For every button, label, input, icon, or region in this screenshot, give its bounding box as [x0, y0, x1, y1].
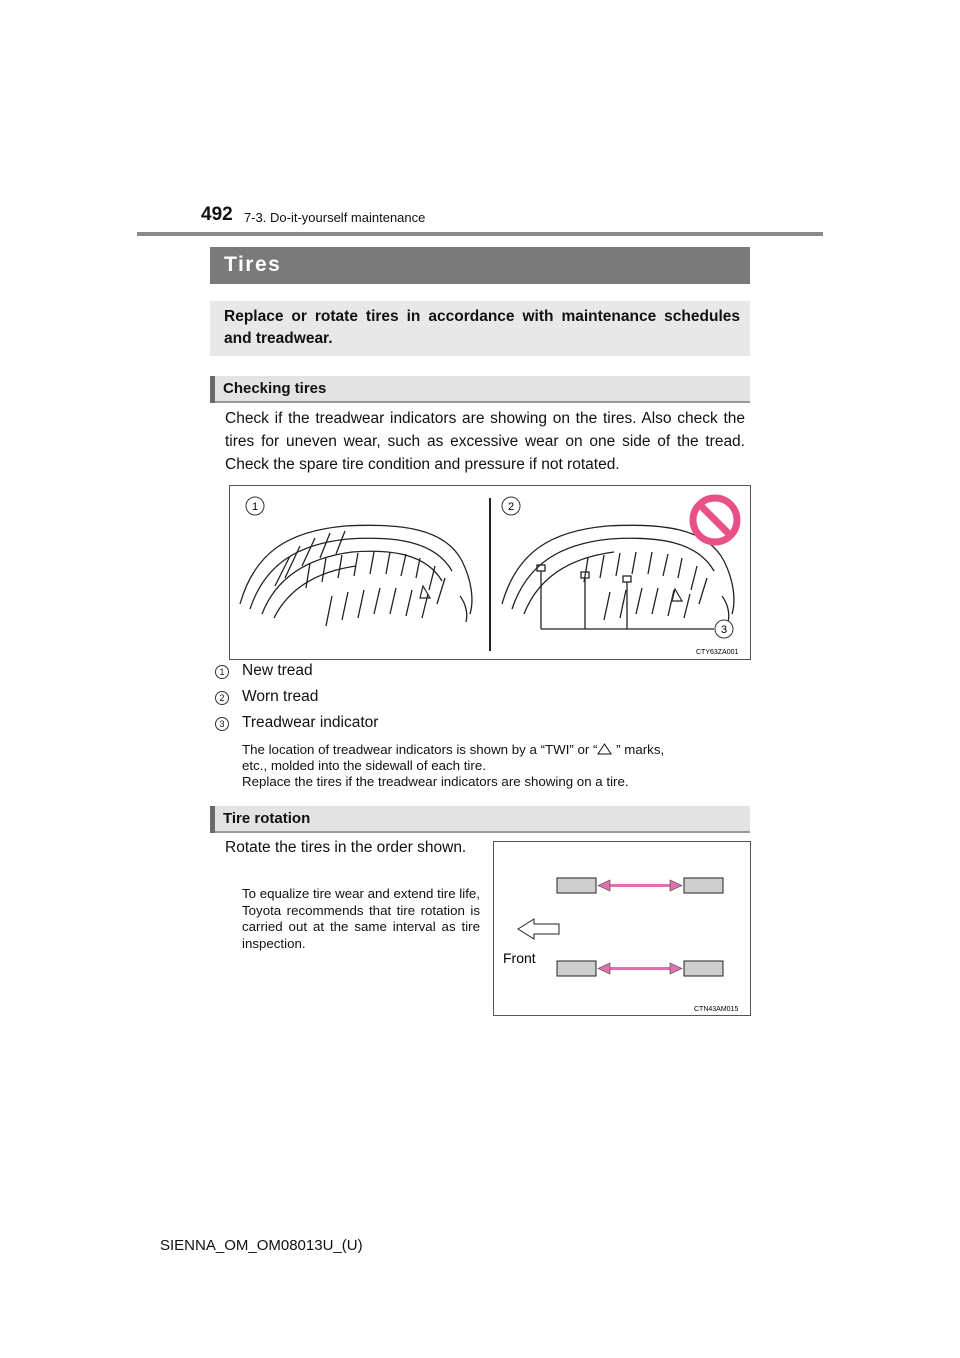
- intro-text: Replace or rotate tires in accordance with maintenance schedules and treadwear.: [224, 308, 740, 347]
- tire-rotation-heading-text: Tire rotation: [223, 810, 311, 827]
- callout-number: 3: [215, 717, 229, 731]
- callout-number: 1: [215, 665, 229, 679]
- title-bar: [210, 247, 750, 284]
- triangle-mark-icon: [597, 743, 612, 755]
- treadwear-note: [242, 742, 752, 790]
- tire-rotation-heading: [210, 806, 750, 833]
- callout-label: Treadwear indicator: [242, 714, 379, 731]
- callout-label: Worn tread: [242, 688, 319, 705]
- checking-tires-body: Check if the treadwear indicators are showing on the tires. Also check the tires for uneven wear, such as excessive wear on one side of the tread. Check the spare tire condition and pressure if not rotated.: [225, 410, 745, 473]
- page-number: 492: [201, 204, 233, 225]
- tire-tread-illustration: [230, 486, 750, 659]
- tire-rotation-note: To equalize tire wear and extend tire life, Toyota recommends that tire rotation is carried out at the same interval as tire inspection.: [242, 886, 480, 951]
- front-arrow-icon: [518, 919, 559, 939]
- figure-code-2: CTN43AM015: [694, 1006, 739, 1013]
- treadwear-note-line-3: Replace the tires if the treadwear indicators are showing on a tire.: [242, 774, 629, 789]
- tire-tread-figure: [229, 485, 751, 660]
- footer-doc-id: SIENNA_OM_OM08013U_(U): [160, 1237, 363, 1254]
- tire-rotation-body: Rotate the tires in the order shown.: [225, 839, 467, 856]
- header-rule: [137, 232, 823, 236]
- front-label: Front: [503, 950, 536, 966]
- page-title: Tires: [224, 253, 282, 276]
- tire-rotation-figure: [493, 841, 751, 1016]
- treadwear-note-line-1: The location of treadwear indicators is shown by a “TWI” or “ ” marks,: [242, 742, 665, 757]
- svg-text:2: 2: [507, 501, 515, 513]
- tire-rotation-diagram: [494, 842, 750, 1015]
- svg-text:3: 3: [720, 624, 728, 636]
- section-label: 7-3. Do-it-yourself maintenance: [244, 210, 426, 225]
- treadwear-note-line-2: etc., molded into the sidewall of each tire.: [242, 758, 486, 773]
- figure-code-1: CTY63ZA001: [696, 649, 739, 656]
- checking-tires-heading-text: Checking tires: [223, 380, 327, 397]
- callout-number: 2: [215, 691, 229, 705]
- svg-text:1: 1: [251, 501, 259, 513]
- intro-box: [210, 301, 750, 356]
- checking-tires-heading: [210, 376, 750, 403]
- callout-label: New tread: [242, 662, 313, 679]
